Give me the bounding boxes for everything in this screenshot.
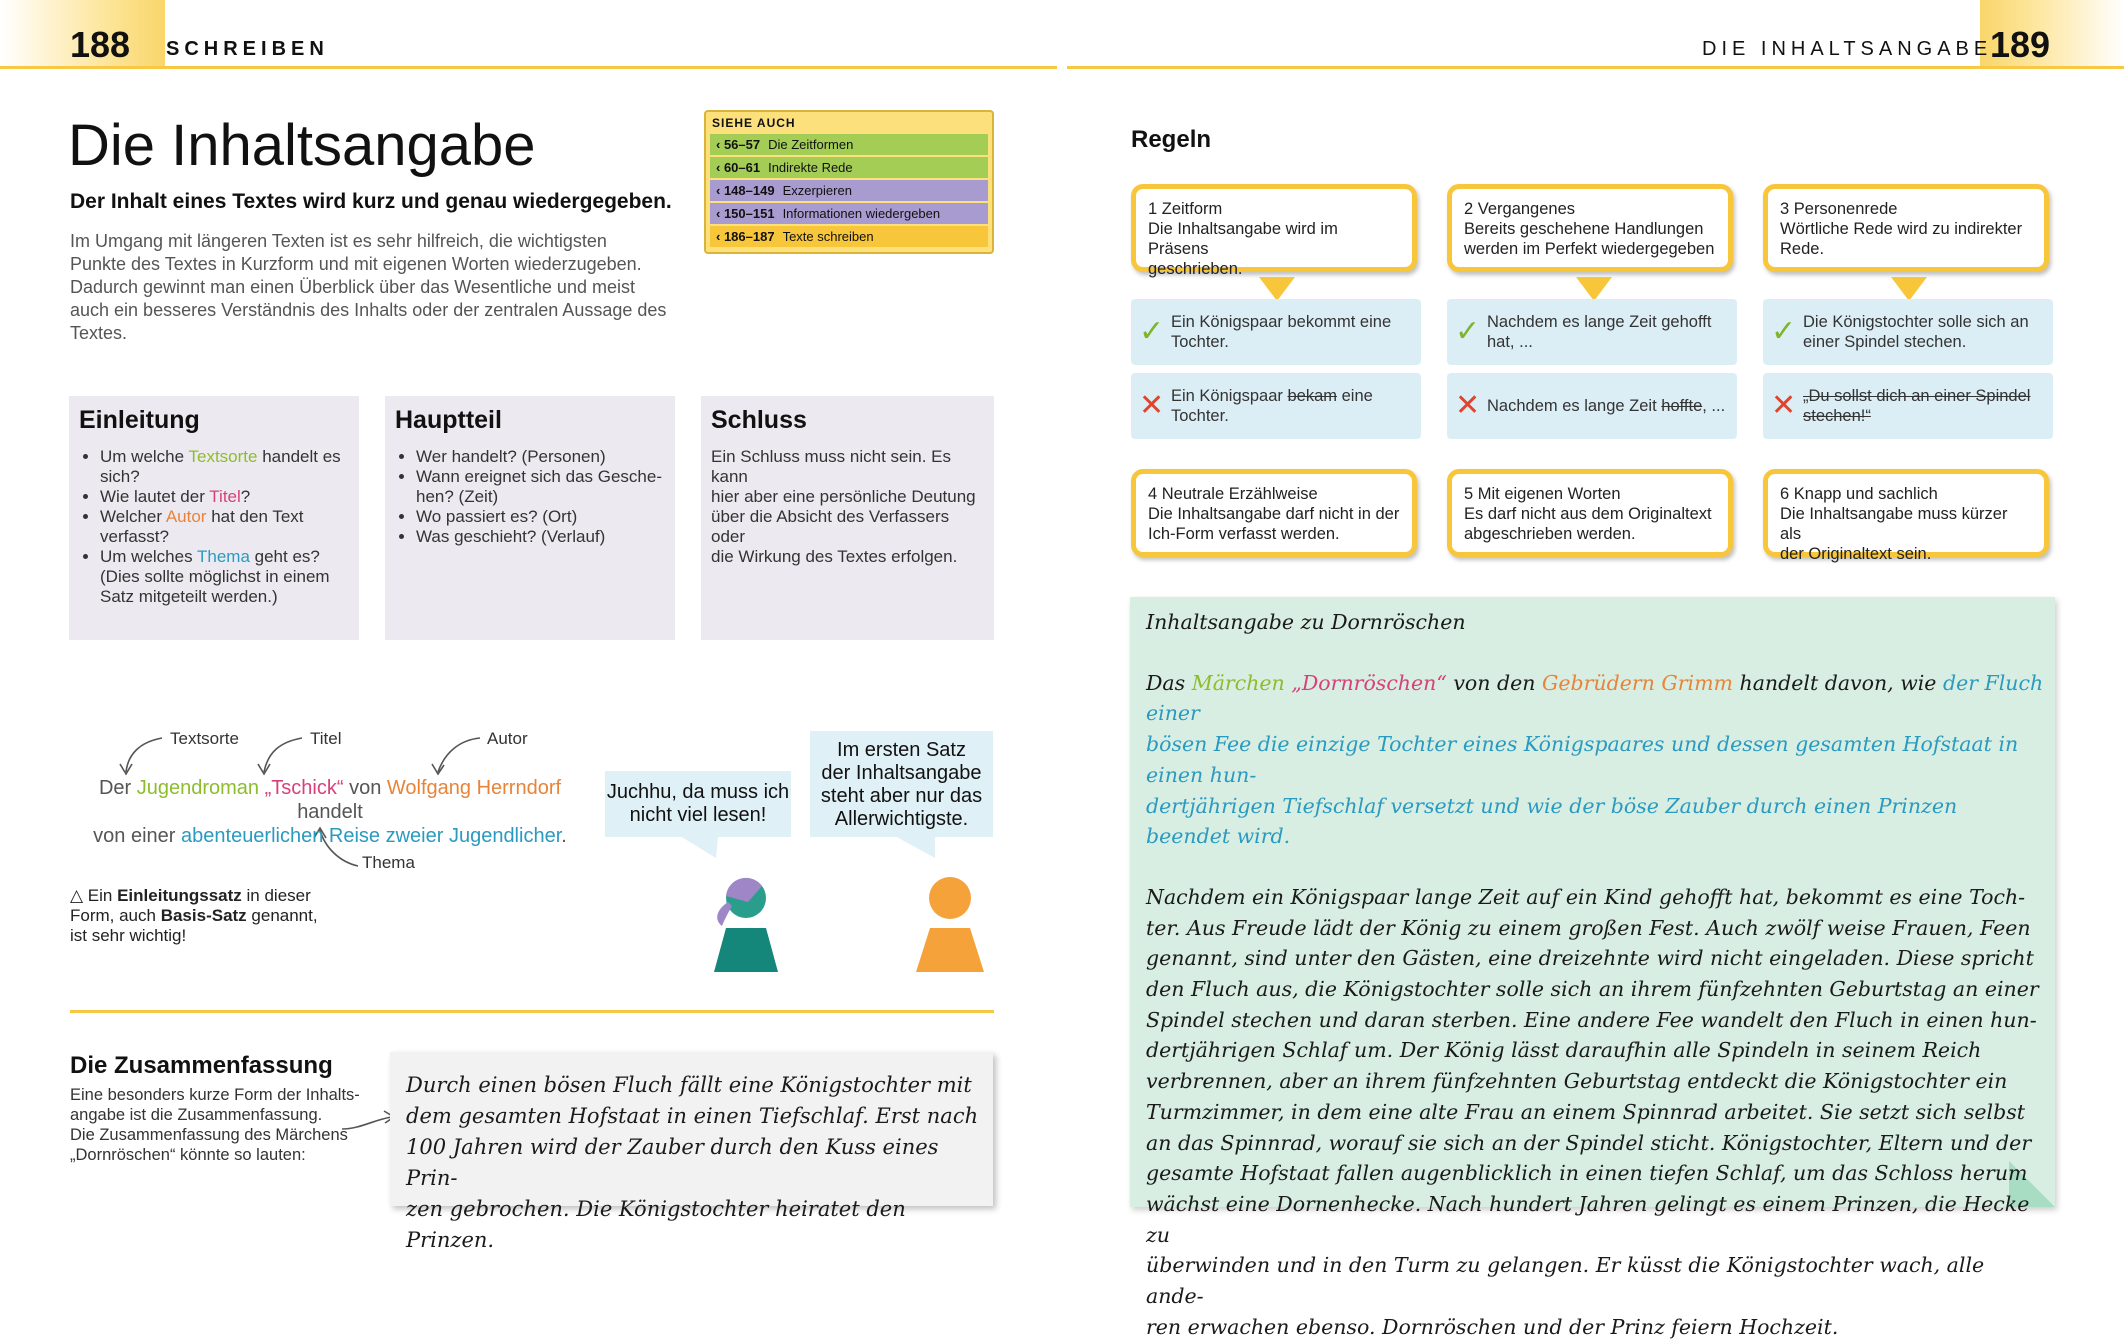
rule-title: 2 Vergangenes [1464, 200, 1576, 218]
rule-arrow [1576, 277, 1612, 301]
rule-text: Die Inhaltsangabe muss kürzer als [1780, 505, 2008, 543]
rule-title: 5 Mit eigenen Worten [1464, 485, 1621, 503]
intro-line: Dadurch gewinnt man einen Überblick über das Wesentliche und meist [70, 277, 635, 297]
list-item: • Wer handelt? (Personen) [416, 447, 675, 467]
rule-box [1131, 469, 1417, 557]
text: Das [1146, 670, 1192, 695]
basis-satz-note [70, 886, 318, 946]
running-head-right: DIE INHALTSANGABE [1702, 38, 1993, 60]
text: Die Königstochter solle sich an [1803, 313, 2029, 331]
struck-text: „Du sollst dich an einer Spindel [1803, 387, 2031, 405]
label-thema: Thema [362, 853, 415, 872]
keyword-thema: der Fluch einer [1146, 670, 2044, 726]
text: hen? (Zeit) [416, 487, 499, 506]
keyword-thema: bösen Fee die einzige Tochter eines Königspaares und dessen gesamten Hofstaat in einen hun- [1146, 732, 2019, 787]
keyword-thema: Thema [197, 547, 250, 566]
rule-title: 4 Neutrale Erzählweise [1148, 485, 1318, 503]
see-also-link[interactable] [710, 180, 988, 201]
intro-line: Textes. [70, 323, 128, 343]
keyword-autor: Gebrüdern Grimm [1541, 670, 1733, 695]
running-head-left: SCHREIBEN [166, 38, 329, 60]
text: von den [1446, 670, 1542, 695]
text: sich? [100, 467, 140, 486]
text: Ein Königspaar bekommt eine [1171, 313, 1392, 331]
schluss-heading: Schluss [711, 406, 807, 434]
text-line: dertjährigen Schlaf um. Der König lässt daraufhin alle Spindeln in seinem Reich [1146, 1038, 1982, 1063]
see-also-pages: ‹ 60–61 [716, 160, 761, 175]
rule-arrow [1259, 277, 1295, 301]
text: genannt, [246, 906, 318, 925]
text: Der [98, 777, 137, 799]
text-line: genannt, sind unter den Gästen, eine dreizehnte wird nicht eingeladen. Diese spricht [1146, 946, 2034, 971]
text-line: Turmzimmer, in dem eine alte Frau an einem Spinnrad arbeitet. Sie setzt sich selbst [1146, 1099, 2025, 1124]
einleitung-heading: Einleitung [79, 406, 200, 434]
intro-line: Im Umgang mit längeren Texten ist es sehr hilfreich, die wichtigsten [70, 231, 607, 251]
curved-arrow-icon [432, 764, 444, 774]
paragraph-1 [1146, 668, 2046, 852]
keyword-autor: Autor [165, 507, 207, 526]
hauptteil-card [385, 396, 675, 640]
text: „Dornröschen“ könnte so lauten: [70, 1146, 306, 1164]
wrong-example [1763, 373, 2053, 439]
see-also-pages: ‹ 150–151 [716, 206, 775, 221]
see-also-pages: ‹ 56–57 [716, 137, 761, 152]
lead-text: Der Inhalt eines Textes wird kurz und genau wiedergegeben. [70, 190, 672, 213]
rule-box [1763, 469, 2049, 563]
rule-title: 3 Personenrede [1780, 200, 1898, 218]
cross-icon: ✕ [1139, 389, 1165, 422]
curved-arrow-icon [126, 738, 162, 772]
zusammenfassung-text [70, 1085, 360, 1165]
see-also-link[interactable] [710, 134, 988, 155]
text: handelt es [257, 447, 341, 466]
see-also-label: Indirekte Rede [768, 160, 853, 175]
rule-text: Die Inhaltsangabe darf nicht in der [1148, 505, 1400, 523]
rule-text: Ich-Form verfasst werden. [1148, 525, 1340, 543]
keyword-thema: abenteuerlichen Reise zweier Jugendlicher [181, 825, 562, 847]
struck-text: bekam [1287, 387, 1338, 405]
cross-icon: ✕ [1771, 389, 1797, 422]
text: von einer [93, 825, 182, 847]
bubble-tail-left [680, 836, 720, 860]
text-line: Nachdem ein Königspaar lange Zeit auf ein Kind gehofft hat, bekommt es eine Toch- [1146, 884, 2026, 909]
inhaltsangabe-heading: Inhaltsangabe zu Dornröschen [1146, 610, 1466, 634]
keyword-textsorte: Jugendroman [136, 777, 260, 799]
header-rule-left [0, 66, 1057, 69]
label-titel: Titel [310, 729, 342, 748]
rule-text: Rede. [1780, 240, 1825, 258]
see-also-heading: SIEHE AUCH [712, 116, 796, 130]
curved-arrow-icon [438, 738, 480, 772]
keyword-autor: Wolfgang Herrndorf [386, 777, 562, 799]
struck-text: stechen!“ [1803, 407, 1871, 425]
intro-line: Punkte des Textes in Kurzform und mit eigenen Worten wiederzugeben. [70, 254, 642, 274]
note-line: 100 Jahren wird der Zauber durch den Kuss eines Prin- [406, 1135, 939, 1190]
list-item: • Wo passiert es? (Ort) [416, 507, 675, 527]
note-line: Durch einen bösen Fluch fällt eine Königstochter mit [406, 1073, 972, 1097]
text: , ... [1702, 397, 1726, 415]
text: Eine besonders kurze Form der Inhalts- [70, 1086, 360, 1104]
keyword-textsorte: Märchen [1191, 670, 1285, 695]
wrong-example [1131, 373, 1421, 439]
text-line: den Fluch aus, die Königstochter solle sich an ihrem fünfzehnten Geburtstag an einer [1146, 977, 2039, 1002]
label-autor: Autor [487, 729, 528, 748]
text: Nachdem es lange Zeit [1487, 397, 1662, 415]
text: einer Spindel stechen. [1803, 333, 1967, 351]
checkmark-icon: ✓ [1455, 315, 1481, 348]
text: Tochter. [1171, 333, 1229, 351]
section-divider [70, 1010, 994, 1013]
einleitung-card [69, 396, 359, 640]
label-textsorte: Textsorte [170, 729, 239, 748]
keyword-titel: „Dornröschen“ [1284, 670, 1447, 695]
bubble-tail-right [895, 836, 939, 860]
note-line: dem gesamten Hofstaat in einen Tiefschlaf. Erst nach [406, 1104, 979, 1128]
keyword-thema: dertjährigen Tiefschlaf versetzt und wie der böse Zauber durch einen Prinzen beendet wird. [1146, 793, 1958, 849]
text-line: gesamte Hofstaat fallen augenblicklich in einen tiefen Schlaf, um das Schloss herum [1146, 1161, 2028, 1186]
rule-text: geschrieben. [1148, 260, 1243, 278]
correct-example [1131, 299, 1421, 365]
text-line: verbrennen, aber an ihrem fünfzehnten Geburtstag entdeckt die Königstochter ein [1146, 1069, 2008, 1094]
see-also-pages: ‹ 148–149 [716, 183, 775, 198]
text: ? [240, 487, 251, 506]
list-item [100, 447, 359, 487]
text-line: an das Spinnrad, worauf sie sich an der Spindel sticht. Königstochter, Eltern und der [1146, 1130, 2032, 1155]
text: . [561, 825, 567, 847]
inhaltsangabe-note [1130, 597, 2055, 1339]
hauptteil-heading: Hauptteil [395, 406, 502, 434]
text: (Dies sollte möglichst in einem [100, 567, 330, 586]
spacer [1146, 638, 2046, 668]
text: Einleitungssatz [117, 886, 242, 905]
see-also-label: Exzerpieren [782, 183, 852, 198]
zusammenfassung-note [390, 1052, 993, 1252]
bubble-line: steht aber nur das [820, 785, 983, 807]
bubble-line: Allerwichtigste. [834, 808, 969, 830]
page-number-right: 189 [1990, 24, 2051, 65]
keyword-titel: Titel [209, 487, 241, 506]
text: Tochter. [1171, 407, 1229, 425]
rule-text: Die Inhaltsangabe wird im Präsens [1148, 220, 1338, 258]
spacer [1146, 852, 2046, 882]
paragraph-2 [1146, 882, 2046, 1342]
text-line: ren erwachen ebenso. Dornröschen und der Prinz feiern Hochzeit. [1146, 1314, 1839, 1339]
correct-example [1763, 299, 2053, 365]
text: in dieser [241, 886, 311, 905]
see-also-label: Texte schreiben [782, 229, 874, 244]
person-icon [902, 876, 996, 972]
text: Wie lautet der [100, 487, 210, 506]
rule-text: Es darf nicht aus dem Originaltext [1464, 505, 1712, 523]
text-line: Spindel stechen und daran sterben. Eine andere Fee wandelt den Fluch in einen hun- [1146, 1007, 2037, 1032]
text: geht es? [249, 547, 320, 566]
text: Um welches [100, 547, 197, 566]
text-line: überwinden und in den Turm zu gelangen. Er küsst die Königstochter wach, alle ande- [1146, 1253, 1985, 1309]
see-also-link[interactable] [710, 226, 988, 247]
speech-bubble-right [810, 731, 993, 837]
bubble-line: nicht viel lesen! [629, 804, 767, 826]
rule-text: abgeschrieben werden. [1464, 525, 1636, 543]
wrong-example [1447, 373, 1737, 439]
text-line: ter. Aus Freude lädt der König zu einem großen Fest. Auch zwölf weise Frauen, Feen [1146, 915, 2031, 940]
curved-arrow-icon [264, 738, 302, 772]
header-rule-right [1067, 66, 2124, 69]
struck-text: hoffte [1661, 397, 1703, 415]
see-also-label: Informationen wiedergeben [782, 206, 941, 221]
text: Form, auch [70, 906, 161, 925]
text: Die Zusammenfassung des Märchens [70, 1126, 348, 1144]
rule-box [1447, 184, 1733, 272]
list-item [100, 507, 359, 547]
bubble-line: der Inhaltsangabe [821, 762, 982, 784]
rule-text: Bereits geschehene Handlungen [1464, 220, 1704, 238]
bubble-line: Im ersten Satz [837, 739, 966, 761]
text: Wann ereignet sich das Gesche- [416, 467, 662, 486]
cross-icon: ✕ [1455, 389, 1481, 422]
rule-text: der Originaltext sein. [1780, 545, 1932, 563]
text: eine [1337, 387, 1373, 405]
list-item [100, 547, 359, 607]
text: hier aber eine persönliche Deutung [711, 487, 976, 506]
correct-example [1447, 299, 1737, 365]
text: handelt [297, 801, 363, 823]
text: Basis-Satz [160, 906, 247, 925]
zusammenfassung-heading: Die Zusammenfassung [70, 1052, 333, 1079]
note-line: zen gebrochen. Die Königstochter heiratet den Prinzen. [406, 1197, 906, 1252]
schluss-card [701, 396, 994, 640]
inhaltsangabe-text [1146, 607, 2046, 1342]
page-number-left: 188 [70, 24, 131, 65]
keyword-textsorte: Textsorte [188, 447, 258, 466]
rule-arrow [1891, 277, 1927, 301]
text: Ein Schluss muss nicht sein. Es kann [711, 447, 951, 486]
note-text [406, 1070, 993, 1256]
text: Satz mitgeteilt werden.) [100, 587, 278, 606]
text: hat den Text [206, 507, 304, 526]
text-line: wächst eine Dornenhecke. Nach hundert Jahren gelingt es einem Prinzen, die Hecke zu [1146, 1191, 2030, 1247]
text: hat, ... [1487, 333, 1533, 351]
example-intro-sentence [70, 776, 590, 848]
speech-bubble-left [605, 771, 791, 837]
text: ist sehr wichtig! [70, 926, 187, 945]
rule-title: 1 Zeitform [1148, 200, 1223, 218]
person-ponytail-icon [698, 876, 792, 972]
rule-title: 6 Knapp und sachlich [1780, 485, 1938, 503]
text: Welcher [100, 507, 166, 526]
rule-box [1131, 184, 1417, 278]
rule-box [1447, 469, 1733, 557]
regeln-heading: Regeln [1131, 126, 1212, 153]
intro-line: auch ein besseres Verständnis des Inhalts oder der zentralen Aussage des [70, 300, 667, 320]
text: Ein Königspaar [1171, 387, 1288, 405]
rule-text: Wörtliche Rede wird zu indirekter [1780, 220, 2023, 238]
hauptteil-list [416, 447, 675, 547]
checkmark-icon: ✓ [1771, 315, 1797, 348]
rule-text: werden im Perfekt wiedergegeben [1464, 240, 1715, 258]
checkmark-icon: ✓ [1139, 315, 1165, 348]
list-item [416, 467, 675, 507]
text: von [343, 777, 387, 799]
keyword-titel: „Tschick“ [259, 777, 344, 799]
text: Um welche [100, 447, 189, 466]
bubble-line: Juchhu, da muss ich [606, 781, 790, 803]
see-also-link[interactable] [710, 157, 988, 178]
see-also-link[interactable] [710, 203, 988, 224]
rule-box [1763, 184, 2049, 272]
text: Nachdem es lange Zeit gehofft [1487, 313, 1712, 331]
see-also-label: Die Zeitformen [768, 137, 854, 152]
text: handelt davon, wie [1732, 670, 1943, 695]
list-item: • Was geschieht? (Verlauf) [416, 527, 675, 547]
list-item [100, 487, 359, 507]
see-also-box [704, 110, 994, 254]
see-also-pages: ‹ 186–187 [716, 229, 775, 244]
intro-paragraph [70, 230, 710, 345]
text: die Wirkung des Textes erfolgen. [711, 547, 958, 566]
text: verfasst? [100, 527, 169, 546]
schluss-text [711, 447, 984, 567]
warning-icon: △ Ein [70, 886, 118, 905]
text: über die Absicht des Verfassers oder [711, 507, 950, 546]
text: angabe ist die Zusammenfassung. [70, 1106, 323, 1124]
page-title: Die Inhaltsangabe [68, 113, 536, 178]
einleitung-list [100, 447, 359, 607]
